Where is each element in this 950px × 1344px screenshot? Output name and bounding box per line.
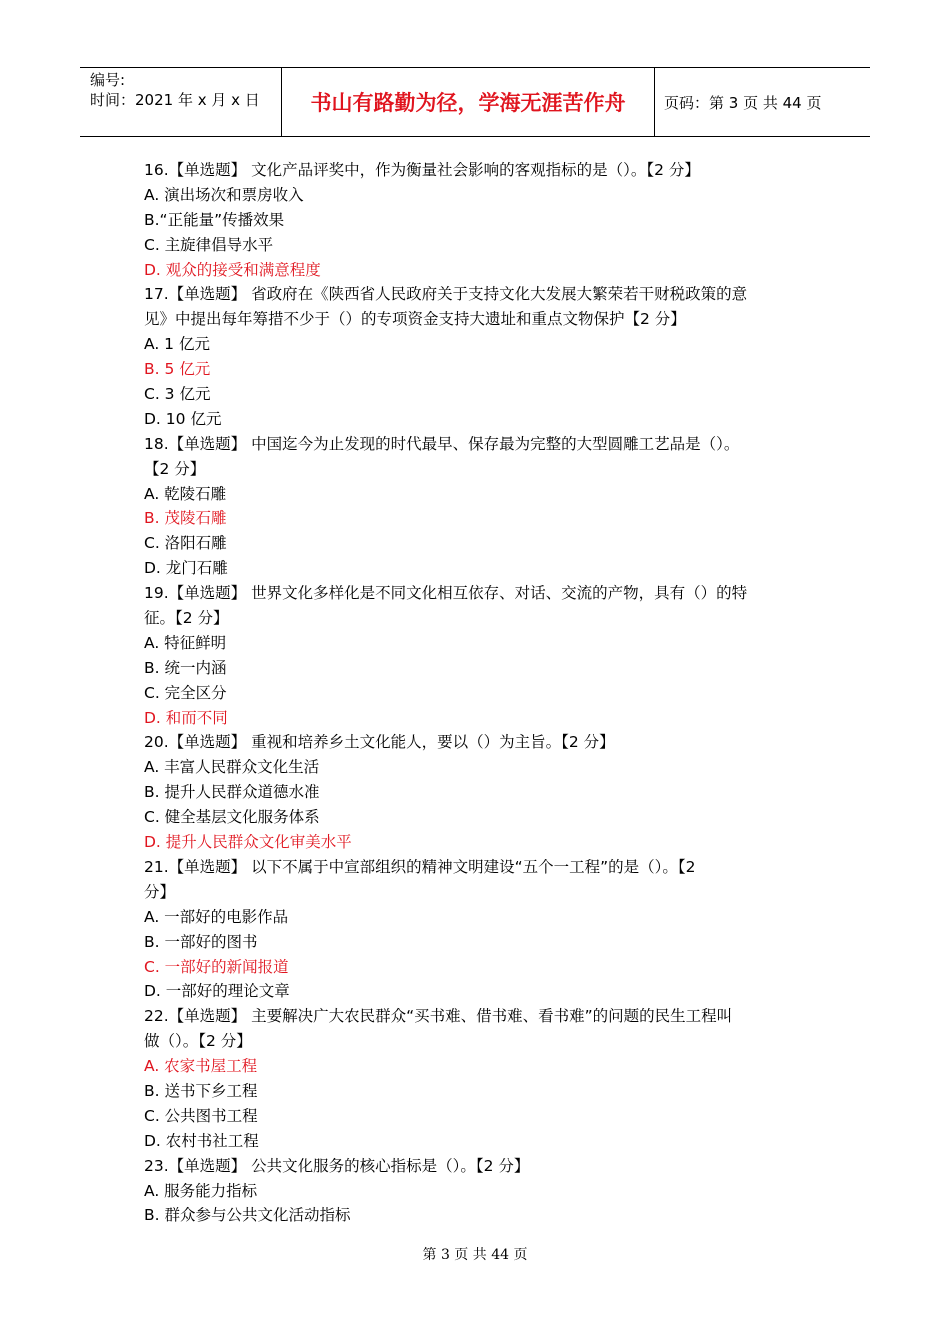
option: C. 公共图书工程 xyxy=(144,1106,258,1125)
question-block xyxy=(144,1154,814,1229)
question-stem-line: 见》中提出每年筹措不少于（）的专项资金支持大遗址和重点文物保护【2 分】 xyxy=(144,310,686,329)
header-motto-cell xyxy=(281,68,655,136)
correct-option: B. 茂陵石雕 xyxy=(144,509,227,528)
question-stem-line: 20.【单选题】 重视和培养乡土文化能人，要以（）为主旨。【2 分】 xyxy=(144,733,615,752)
question-stem-line: 19.【单选题】 世界文化多样化是不同文化相互依存、对话、交流的产物，具有（）的特 xyxy=(144,584,748,603)
option: D. 龙门石雕 xyxy=(144,559,228,578)
question-stem-line: 23.【单选题】 公共文化服务的核心指标是（）。【2 分】 xyxy=(144,1156,530,1175)
page-header xyxy=(80,67,870,137)
question-stem-line: 16.【单选题】 文化产品评奖中，作为衡量社会影响的客观指标的是（）。【2 分】 xyxy=(144,161,700,179)
option: C. 主旋律倡导水平 xyxy=(144,235,274,254)
option: B. 提升人民群众道德水准 xyxy=(144,783,320,802)
option: C. 健全基层文化服务体系 xyxy=(144,808,320,827)
header-right-cell xyxy=(654,68,870,136)
option: B. 群众参与公共文化活动指标 xyxy=(144,1206,351,1225)
option: C. 3 亿元 xyxy=(144,385,211,404)
correct-option: D. 观众的接受和满意程度 xyxy=(144,260,321,279)
correct-option: C. 一部好的新闻报道 xyxy=(144,957,289,976)
question-block xyxy=(144,730,814,854)
question-stem-line: 22.【单选题】 主要解决广大农民群众“买书难、借书难、看书难”的问题的民生工程叫 xyxy=(144,1007,733,1026)
time-label: 时间：2021 年 x 月 x 日 xyxy=(90,91,260,109)
question-block xyxy=(144,158,814,282)
option: D. 一部好的理论文章 xyxy=(144,982,290,1001)
question-stem-line: 分】 xyxy=(144,882,176,901)
option: C. 洛阳石雕 xyxy=(144,534,227,553)
option: A. 1 亿元 xyxy=(144,335,210,354)
question-list xyxy=(144,158,814,1228)
question-block xyxy=(144,432,814,581)
option: A. 特征鲜明 xyxy=(144,633,227,652)
number-label: 编号: xyxy=(90,71,126,89)
question-stem-line: 21.【单选题】 以下不属于中宣部组织的精神文明建设“五个一工程”的是（）。【2 xyxy=(144,857,696,876)
option: B. 一部好的图书 xyxy=(144,932,258,951)
correct-option: D. 提升人民群众文化审美水平 xyxy=(144,833,352,852)
option: A. 服务能力指标 xyxy=(144,1181,258,1200)
question-stem-line: 【2 分】 xyxy=(144,459,206,478)
page-footer: 第 3 页 共 44 页 xyxy=(422,1247,528,1263)
option: C. 完全区分 xyxy=(144,683,227,702)
question-block xyxy=(144,855,814,1004)
option: B.“正能量”传播效果 xyxy=(144,210,285,229)
question-stem-line: 18.【单选题】 中国迄今为止发现的时代最早、保存最为完整的大型圆雕工艺品是（）。 xyxy=(144,434,740,453)
question-block xyxy=(144,1004,814,1153)
header-left-cell xyxy=(80,68,281,136)
correct-option: B. 5 亿元 xyxy=(144,360,211,379)
option: D. 10 亿元 xyxy=(144,409,222,428)
question-block xyxy=(144,581,814,730)
option: D. 农村书社工程 xyxy=(144,1131,259,1150)
motto-text: 书山有路勤为径，学海无涯苦作舟 xyxy=(310,91,626,115)
correct-option: D. 和而不同 xyxy=(144,708,228,727)
option: A. 乾陵石雕 xyxy=(144,484,227,503)
question-stem-line: 做（）。【2 分】 xyxy=(144,1032,252,1051)
question-block xyxy=(144,282,814,431)
option: A. 丰富人民群众文化生活 xyxy=(144,758,320,777)
option: B. 送书下乡工程 xyxy=(144,1081,258,1100)
correct-option: A. 农家书屋工程 xyxy=(144,1057,258,1076)
question-stem-line: 征。【2 分】 xyxy=(144,609,229,628)
question-stem-line: 17.【单选题】 省政府在《陕西省人民政府关于支持文化大发展大繁荣若干财税政策的意 xyxy=(144,285,748,304)
page-info: 页码：第 3 页 共 44 页 xyxy=(664,94,822,112)
option: B. 统一内涵 xyxy=(144,658,227,677)
option: A. 一部好的电影作品 xyxy=(144,907,289,926)
option: A. 演出场次和票房收入 xyxy=(144,185,304,204)
